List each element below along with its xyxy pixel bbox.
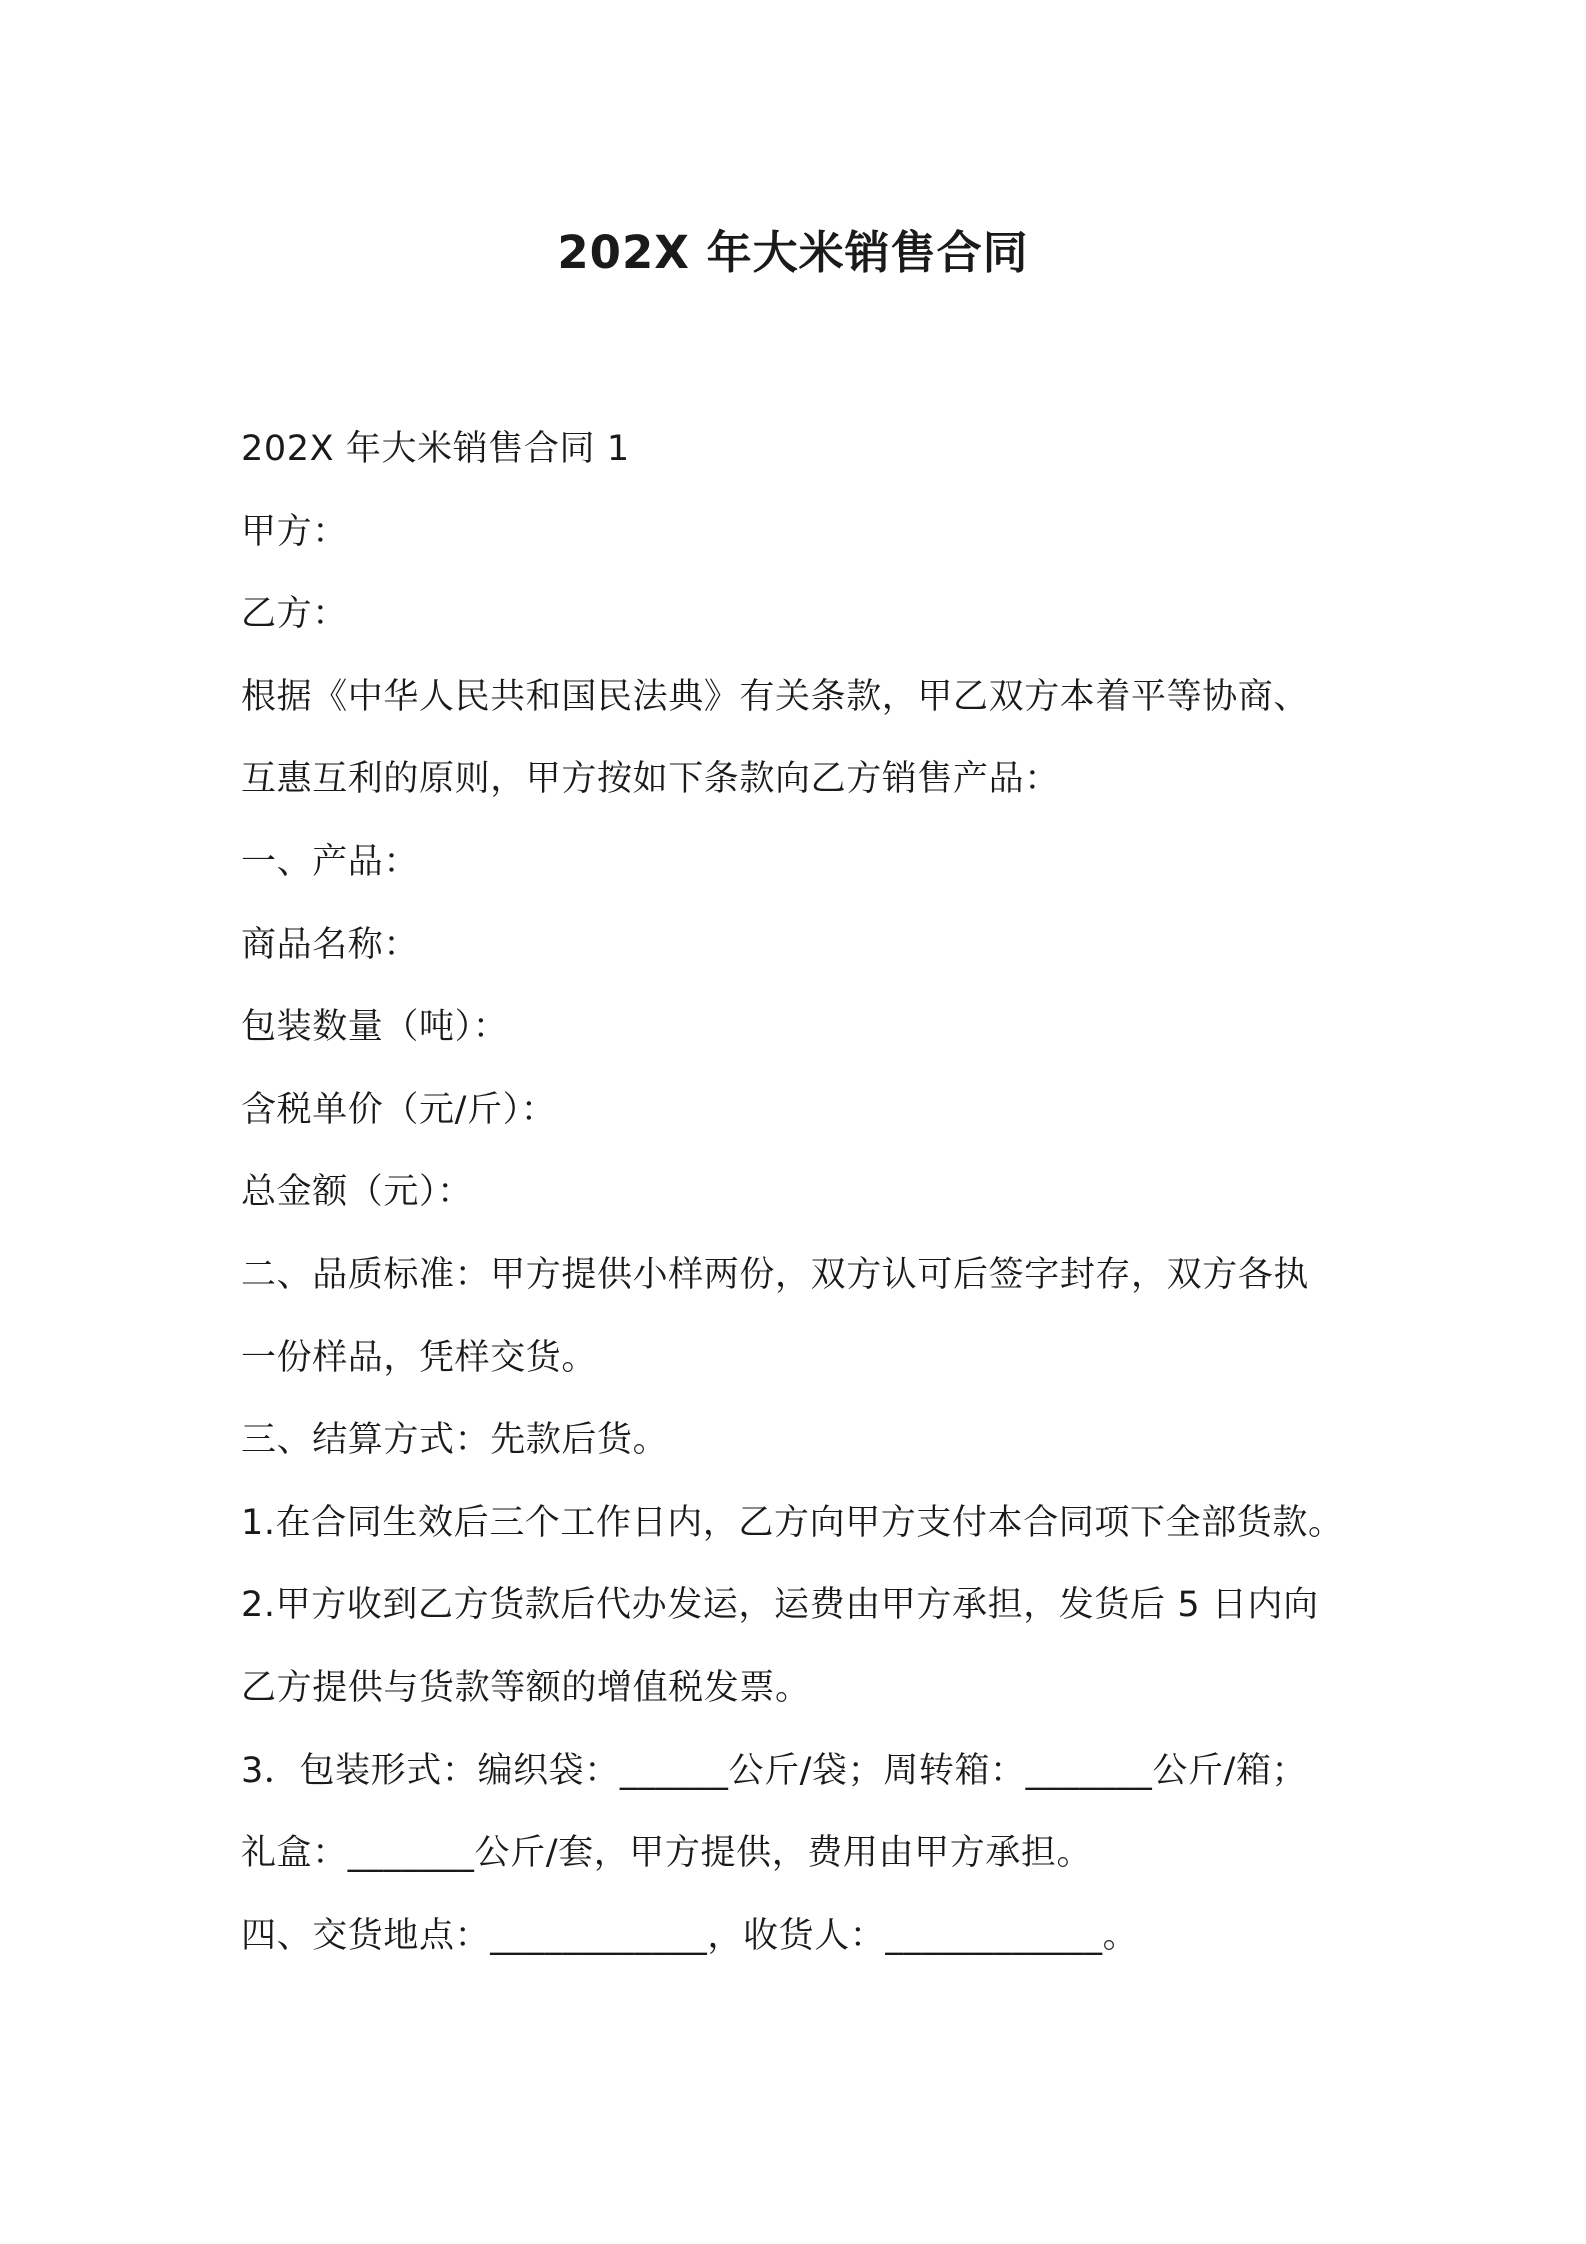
package-quantity-line: 包装数量（吨）： bbox=[241, 1007, 509, 1048]
contract-heading: 202X 年大米销售合同 1 bbox=[241, 429, 630, 469]
packaging-clause-line-1: 3．包装形式：编织袋：______公斤/袋；周转箱：_______公斤/箱； bbox=[241, 1750, 1308, 1791]
total-amount-line: 总金额（元）： bbox=[241, 1172, 473, 1213]
preamble-line-1: 根据《中华人民共和国民法典》有关条款，甲乙双方本着平等协商、 bbox=[241, 676, 1310, 717]
delivery-location-line: 四、交货地点：____________，收货人：____________。 bbox=[241, 1915, 1139, 1956]
settlement-clause-1: 1.在合同生效后三个工作日内，乙方向甲方支付本合同项下全部货款。 bbox=[241, 1502, 1344, 1543]
settlement-clause-2-line-2: 乙方提供与货款等额的增值税发票。 bbox=[241, 1667, 811, 1708]
section-product-heading: 一、产品： bbox=[241, 841, 420, 882]
unit-price-line: 含税单价（元/斤）： bbox=[241, 1089, 557, 1130]
packaging-clause-line-2: 礼盒：_______公斤/套，甲方提供，费用由甲方承担。 bbox=[241, 1833, 1093, 1874]
document-title: 202X 年大米销售合同 bbox=[557, 226, 1029, 279]
product-name-line: 商品名称： bbox=[241, 924, 420, 965]
party-a-line: 甲方： bbox=[241, 511, 348, 552]
settlement-clause-2-line-1: 2.甲方收到乙方货款后代办发运，运费由甲方承担，发货后 5 日内向 bbox=[241, 1585, 1319, 1626]
party-b-line: 乙方： bbox=[241, 594, 348, 635]
quality-standard-line-1: 二、品质标准：甲方提供小样两份，双方认可后签字封存，双方各执 bbox=[241, 1254, 1310, 1295]
quality-standard-line-2: 一份样品，凭样交货。 bbox=[241, 1337, 598, 1378]
document-body bbox=[241, 408, 1391, 1977]
preamble-line-2: 互惠互利的原则，甲方按如下条款向乙方销售产品： bbox=[241, 759, 1060, 800]
settlement-method-line: 三、结算方式：先款后货。 bbox=[241, 1420, 669, 1461]
